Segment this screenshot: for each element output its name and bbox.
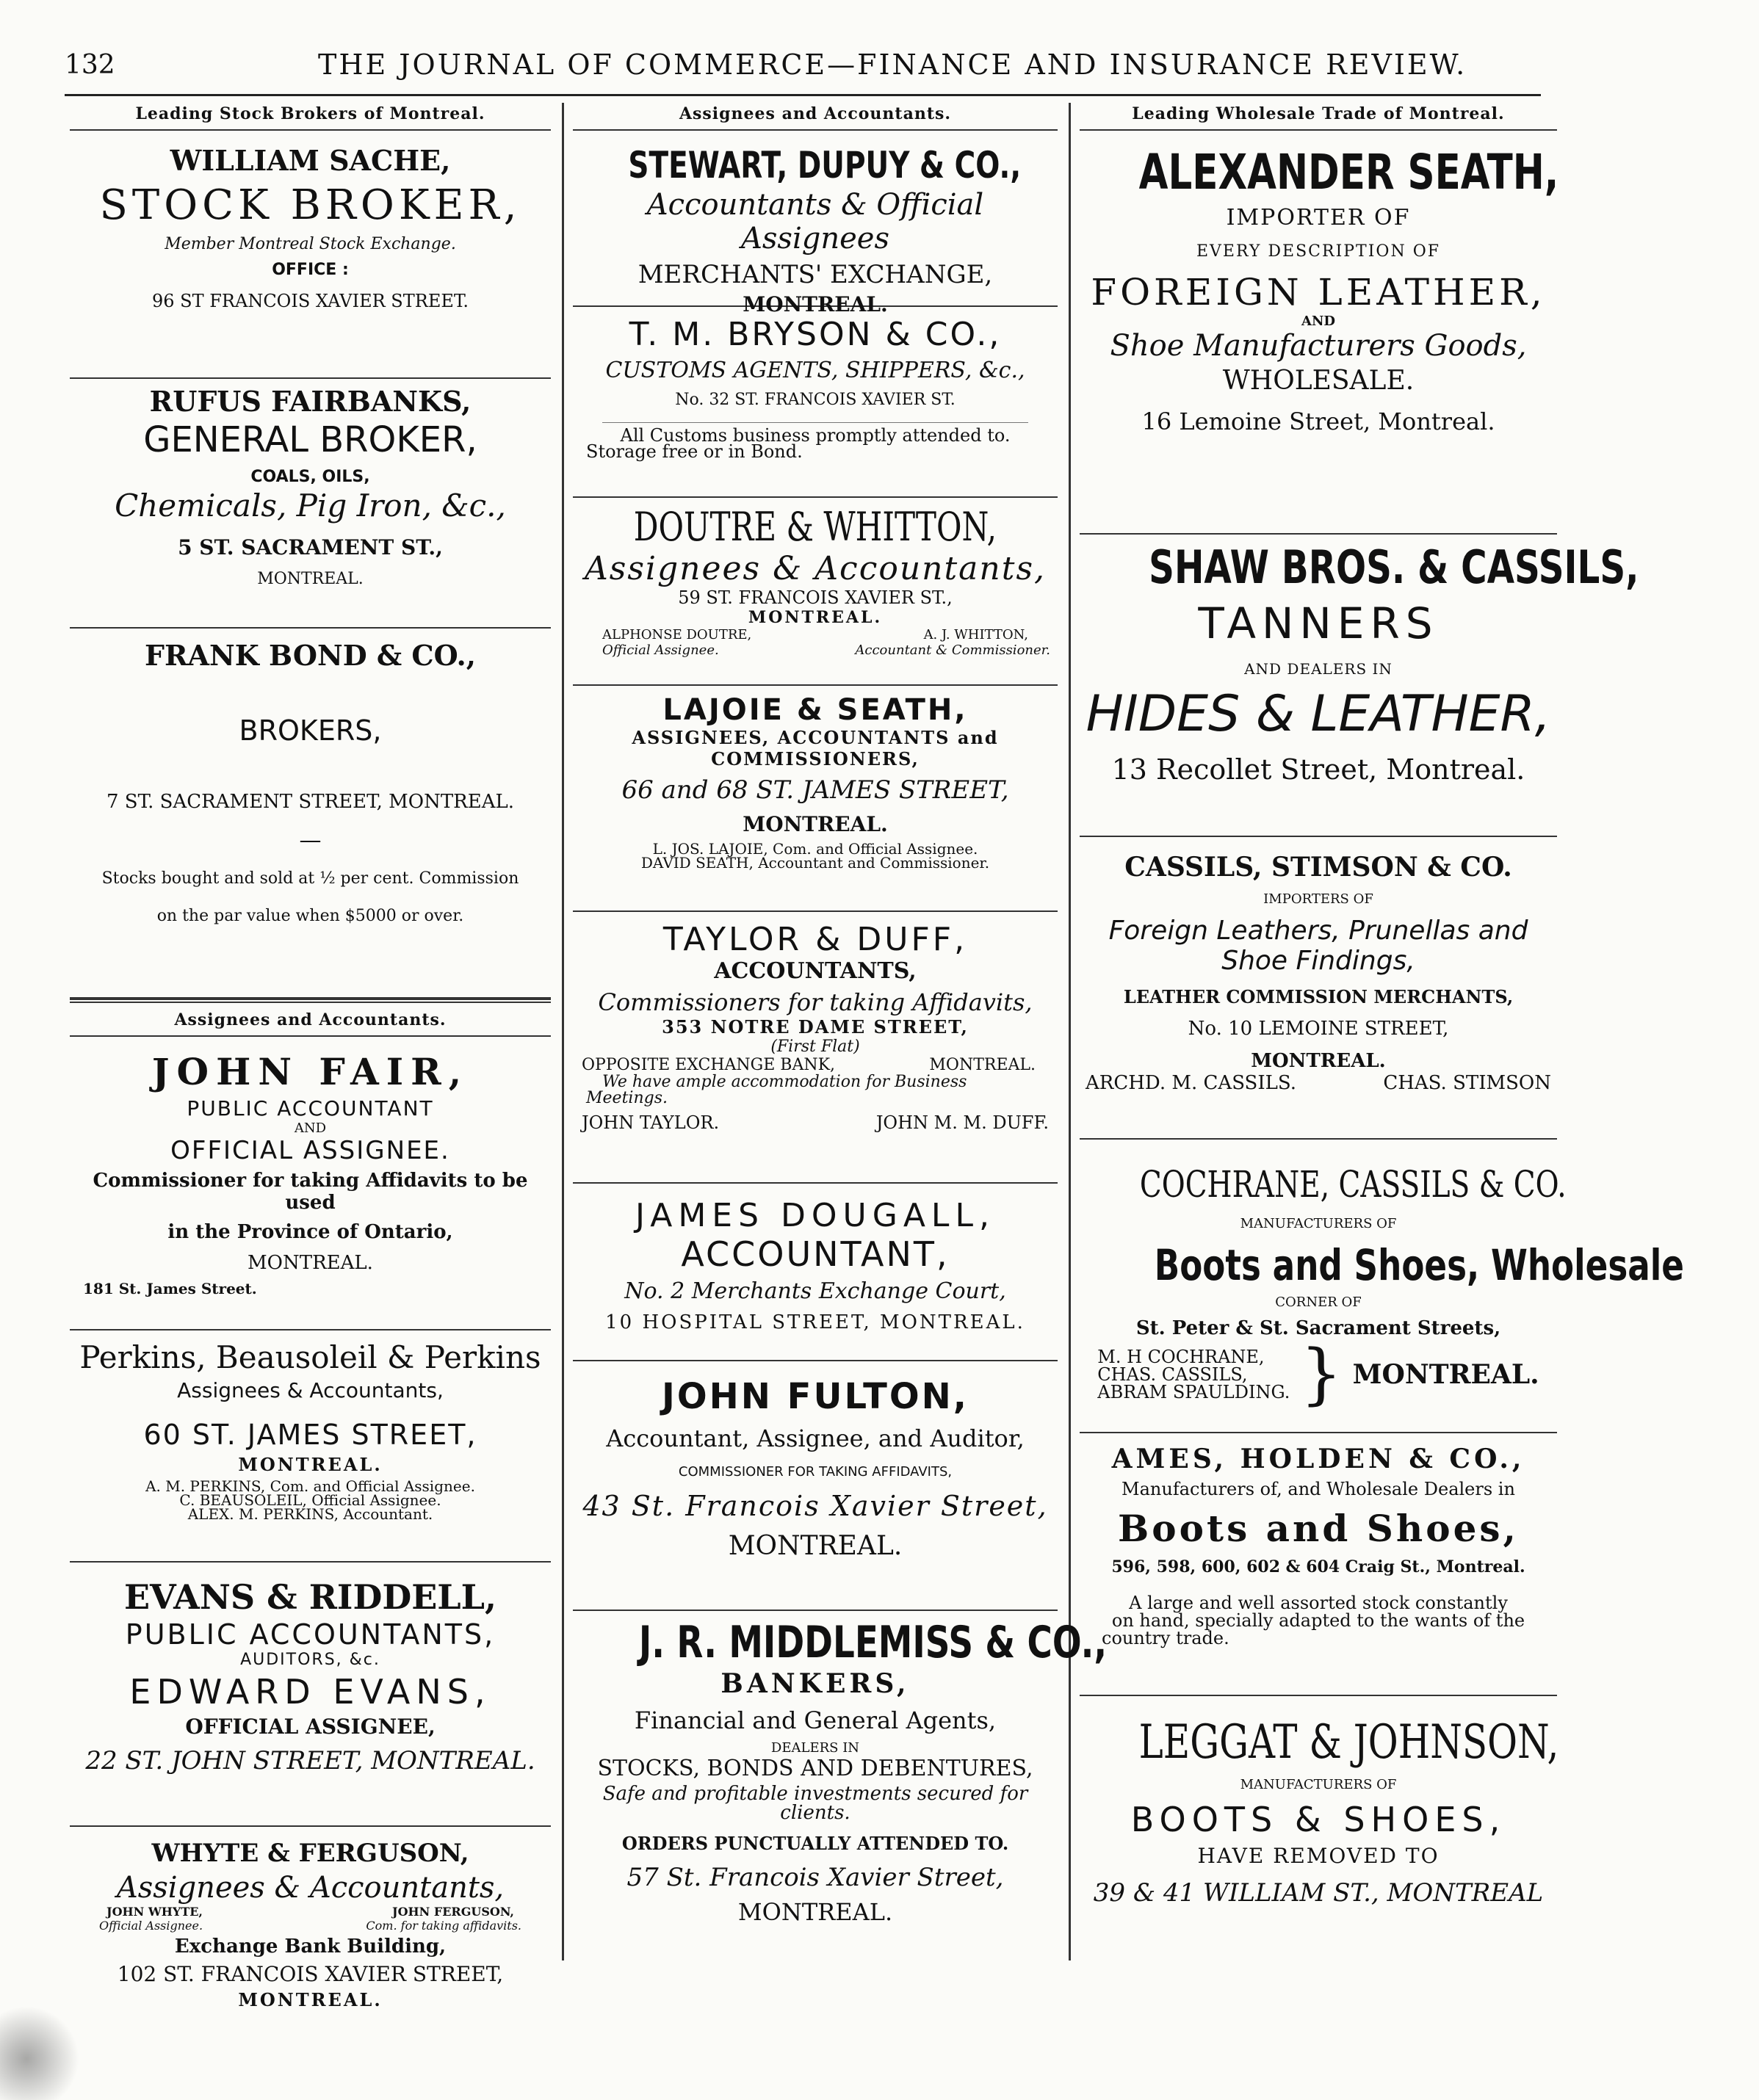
ad-note: Storage free or in Bond. (586, 441, 803, 462)
ad-line: COALS, OILS, (250, 468, 370, 486)
ad-address: 59 ST. FRANCOIS XAVIER ST., (678, 587, 953, 608)
ad-address: No. 32 ST. FRANCOIS XAVIER ST. (675, 391, 956, 409)
column-divider (562, 103, 564, 1960)
ad-role: Assignees & Accountants, (116, 1871, 505, 1905)
person-name: ARCHD. M. CASSILS. (1086, 1072, 1297, 1094)
ad-leggat-johnson (1080, 1696, 1557, 1930)
partners-block (1080, 1336, 1557, 1413)
ad-taylor-duff (573, 912, 1058, 1184)
ad-city: MONTREAL. (743, 812, 888, 836)
ad-role: Accountant, Assignee, and Auditor, (606, 1424, 1025, 1452)
ad-person: EDWARD EVANS, (129, 1672, 491, 1712)
ad-rufus-fairbanks (70, 379, 551, 629)
brace-glyph: } (1300, 1336, 1343, 1413)
ad-note: We have ample accommodation for Business (602, 1073, 967, 1091)
ad-role: TANNERS (1198, 598, 1439, 648)
ad-evans-riddell (70, 1563, 551, 1827)
ad-name: LEGGAT & JOHNSON, (1138, 1715, 1559, 1770)
names-row (1080, 1072, 1557, 1094)
ad-john-fair (70, 1044, 551, 1330)
ad-address: MERCHANTS' EXCHANGE, (637, 260, 993, 289)
ad-name: Perkins, Beausoleil & Perkins (79, 1339, 541, 1375)
ad-city: MONTREAL. (728, 1531, 903, 1561)
person-title: Official Assignee. (99, 1919, 203, 1933)
ad-address: 16 Lemoine Street, Montreal. (1141, 408, 1495, 435)
ad-line: AND DEALERS IN (1244, 660, 1393, 678)
person-name: JOHN FERGUSON, (392, 1905, 514, 1919)
ad-address: 13 Recollet Street, Montreal. (1111, 753, 1525, 786)
ad-name: ALEXANDER SEATH, (1138, 144, 1559, 200)
ad-person: ALEX. M. PERKINS, Accountant. (187, 1505, 433, 1523)
ad-person: DAVID SEATH, Accountant and Commissioner. (640, 854, 990, 872)
opp-row (573, 1056, 1058, 1074)
person-name: JOHN WHYTE, (106, 1905, 203, 1919)
person-name: JOHN TAYLOR. (582, 1112, 720, 1133)
ad-line: Member Montreal Stock Exchange. (165, 235, 456, 253)
column-right (1080, 104, 1684, 1930)
ad-line: EVERY DESCRIPTION OF (1196, 242, 1440, 261)
ad-role: ACCOUNTANT, (681, 1234, 950, 1274)
ad-lajoie-seath (573, 686, 1058, 912)
ad-note: Stocks bought and sold at ½ per cent. Commission (101, 869, 519, 888)
ad-line: Chemicals, Pig Iron, &c., (115, 488, 506, 524)
ad-note: clients. (780, 1802, 850, 1824)
ad-line: OFFICIAL ASSIGNEE. (170, 1136, 450, 1165)
ad-line: Exchange Bank Building, (174, 1936, 447, 1958)
ad-city: MONTREAL. (929, 1056, 1036, 1074)
ad-line: LEATHER COMMISSION MERCHANTS, (1123, 986, 1514, 1007)
ad-address: 66 and 68 ST. JAMES STREET, (621, 775, 1009, 805)
ad-bryson (573, 307, 1058, 498)
page-header (65, 46, 1541, 88)
person-name: A. J. WHITTON, (923, 627, 1028, 642)
ad-name: SHAW BROS. & CASSILS, (1149, 540, 1639, 594)
ad-name: STEWART, DUPUY & CO., (628, 144, 1022, 187)
ad-frank-bond (70, 629, 551, 999)
ad-line: Shoe Manufacturers Goods, (1110, 329, 1527, 363)
ad-name: J. R. MIDDLEMISS & CO., (638, 1617, 1108, 1668)
section-heading: Assignees and Accountants. (70, 999, 551, 1037)
ad-whyte-ferguson (70, 1827, 551, 2060)
person-name: ABRAM SPAULDING. (1097, 1382, 1290, 1402)
ad-line: IMPORTERS OF (1263, 891, 1373, 907)
ad-divider (602, 422, 1028, 423)
ad-address: 10 HOSPITAL STREET, MONTREAL. (605, 1311, 1025, 1333)
ad-line: BOOTS & SHOES, (1130, 1800, 1506, 1839)
ad-address: St. Peter & St. Sacrament Streets, (1135, 1317, 1501, 1339)
person-title: Official Assignee. (602, 642, 719, 658)
ad-note: on hand, specially adapted to the wants of the (1111, 1610, 1525, 1631)
ad-line: Shoe Findings, (1221, 946, 1415, 976)
ad-name: JOHN FULTON, (661, 1376, 969, 1417)
ad-perkins-beausoleil (70, 1330, 551, 1563)
ad-role: ASSIGNEES, ACCOUNTANTS and (632, 727, 999, 748)
ad-cochrane-cassils (1080, 1140, 1684, 1433)
ad-address: 596, 598, 600, 602 & 604 Craig St., Montreal. (1111, 1557, 1525, 1576)
ad-cassils-stimson (1080, 837, 1557, 1140)
ad-name: LAJOIE & SEATH, (662, 693, 968, 727)
ad-name: EVANS & RIDDELL, (124, 1577, 496, 1617)
column-divider (1069, 103, 1071, 1960)
ad-name: AMES, HOLDEN & CO., (1111, 1444, 1525, 1474)
ad-stewart-dupuy (573, 138, 1058, 316)
person-name: ALPHONSE DOUTRE, (602, 627, 752, 642)
ad-name: JAMES DOUGALL, (635, 1197, 995, 1234)
ad-role: Assignees & Accountants, (177, 1378, 444, 1402)
person-name: CHAS. STIMSON (1383, 1072, 1551, 1094)
ad-line: COMMISSIONER FOR TAKING AFFIDAVITS, (678, 1464, 953, 1480)
ad-name: RUFUS FAIRBANKS, (149, 385, 472, 418)
ad-person: A. M. PERKINS, Com. and Official Assignee. (145, 1477, 475, 1495)
ad-address: 60 ST. JAMES STREET, (143, 1419, 477, 1451)
section-heading: Assignees and Accountants. (573, 104, 1058, 131)
ad-person: L. JOS. LAJOIE, Com. and Official Assignee. (652, 840, 978, 858)
ad-note: Safe and profitable investments secured for (602, 1783, 1028, 1805)
ad-city: MONTREAL. (1352, 1359, 1539, 1390)
ad-city: MONTREAL. (248, 1252, 373, 1274)
ad-line: OPPOSITE EXCHANGE BANK, (582, 1056, 836, 1074)
ad-name: T. M. BRYSON & CO., (629, 316, 1002, 353)
ad-line: FOREIGN LEATHER, (1091, 271, 1546, 314)
ad-john-fulton (573, 1361, 1058, 1611)
ad-role: Accountants & Official Assignees (646, 188, 984, 256)
ad-line: Financial and General Agents, (634, 1706, 997, 1734)
ad-name: JOHN FAIR, (151, 1050, 469, 1093)
ad-city: MONTREAL. (737, 1898, 893, 1926)
ad-note: All Customs business promptly attended to. (620, 425, 1011, 446)
page-number: 132 (65, 50, 115, 80)
ad-line: WHOLESALE. (1222, 366, 1415, 396)
ad-ames-holden (1080, 1433, 1557, 1696)
ad-line: HIDES & LEATHER, (1086, 685, 1551, 743)
ad-role: STOCK BROKER, (99, 181, 521, 229)
ad-line: Foreign Leathers, Prunellas and (1108, 916, 1528, 946)
ad-role: BROKERS, (239, 714, 382, 747)
ad-note: country trade. (1102, 1628, 1229, 1648)
ad-address: No. 10 LEMOINE STREET, (1188, 1018, 1449, 1040)
ad-name: WILLIAM SACHE, (170, 144, 451, 177)
column-middle (573, 104, 1108, 1947)
ad-line: AUDITORS, &c. (240, 1651, 380, 1669)
ad-note: Meetings. (586, 1089, 668, 1107)
ad-role: Manufacturers of, and Wholesale Dealers in (1122, 1479, 1515, 1499)
ad-line: OFFICIAL ASSIGNEE, (185, 1715, 436, 1739)
ad-city: MONTREAL. (238, 1454, 383, 1475)
section-heading: Leading Stock Brokers of Montreal. (70, 104, 551, 131)
person-title: Accountant & Commissioner. (855, 642, 1050, 658)
ad-name: CASSILS, STIMSON & CO. (1124, 852, 1512, 883)
ad-line: OFFICE : (272, 261, 349, 279)
ad-line: in the Province of Ontario, (167, 1221, 453, 1243)
ad-line: IMPORTER OF (1226, 205, 1411, 231)
person-name: JOHN M. M. DUFF. (875, 1112, 1049, 1133)
ad-name: FRANK BOND & CO., (145, 639, 476, 672)
ad-role: ACCOUNTANTS, (714, 958, 917, 984)
names-row (70, 1905, 551, 1919)
ad-role: BANKERS, (720, 1668, 910, 1699)
ad-middlemiss (573, 1611, 1108, 1947)
ad-shaw-bros (1080, 535, 1639, 837)
names-row (573, 1112, 1058, 1133)
ad-note: on the par value when $5000 or over. (156, 907, 464, 925)
ad-line: MANUFACTURERS OF (1240, 1777, 1397, 1792)
ad-city: MONTREAL. (748, 608, 883, 627)
ad-line: HAVE REMOVED TO (1197, 1844, 1440, 1868)
person-name: CHAS. CASSILS, (1097, 1364, 1248, 1385)
header-rule (65, 94, 1541, 96)
ad-city: MONTREAL. (257, 570, 364, 588)
ad-william-sache (70, 138, 551, 379)
ad-line: CORNER OF (1275, 1295, 1362, 1310)
ad-person: C. BEAUSOLEIL, Official Assignee. (179, 1491, 441, 1509)
ad-line: Boots and Shoes, Wholesale (1154, 1240, 1684, 1290)
ad-role: Assignees & Accountants, (584, 550, 1047, 587)
ad-name: TAYLOR & DUFF, (662, 921, 968, 958)
ad-dash: — (299, 828, 322, 853)
ad-name: COCHRANE, CASSILS & CO. (1139, 1163, 1567, 1206)
titles-row (70, 1919, 551, 1933)
ad-address: 39 & 41 WILLIAM ST., MONTREAL (1093, 1878, 1544, 1908)
ad-line: AND (1301, 314, 1336, 329)
ad-note: A large and well assorted stock constantly (1129, 1593, 1508, 1613)
ad-line: Boots and Shoes, (1118, 1507, 1519, 1550)
ad-role: COMMISSIONERS, (711, 748, 920, 770)
ad-address: 22 ST. JOHN STREET, MONTREAL. (85, 1746, 535, 1775)
ad-name: DOUTRE & WHITTON, (633, 504, 997, 550)
column-left (70, 104, 551, 2060)
ad-address: 96 ST FRANCOIS XAVIER STREET. (152, 291, 469, 311)
ad-address: 353 NOTRE DAME STREET, (662, 1016, 969, 1038)
ad-name: WHYTE & FERGUSON, (151, 1839, 469, 1868)
journal-title: THE JOURNAL OF COMMERCE—FINANCE AND INSURANCE REVIEW. (318, 48, 1467, 81)
ad-city: MONTREAL. (238, 1989, 383, 2010)
section-heading: Leading Wholesale Trade of Montreal. (1080, 104, 1557, 131)
partner-names (1097, 1348, 1290, 1401)
ad-line: ORDERS PUNCTUALLY ATTENDED TO. (621, 1833, 1009, 1854)
person-title: Com. for taking affidavits. (366, 1919, 521, 1933)
ad-role: PUBLIC ACCOUNTANT (187, 1096, 434, 1120)
ad-address: 57 St. Francois Xavier Street, (626, 1863, 1004, 1892)
ad-doutre-whitton (573, 498, 1058, 686)
ad-address: 102 ST. FRANCOIS XAVIER STREET, (117, 1962, 504, 1986)
titles-row (573, 642, 1058, 658)
ad-role: GENERAL BROKER, (143, 419, 477, 460)
ad-city: MONTREAL. (1251, 1050, 1386, 1072)
ad-line: STOCKS, BONDS AND DEBENTURES, (597, 1756, 1033, 1781)
ad-address: 5 ST. SACRAMENT ST., (178, 535, 443, 560)
ad-role: PUBLIC ACCOUNTANTS, (125, 1618, 496, 1651)
ad-line: AND (294, 1120, 327, 1136)
ad-james-dougall (573, 1184, 1058, 1361)
ad-alexander-seath (1080, 138, 1557, 535)
ad-address: 43 St. Francois Xavier Street, (582, 1490, 1048, 1522)
ad-line: MANUFACTURERS OF (1240, 1216, 1397, 1231)
ad-line: Commissioners for taking Affidavits, (598, 988, 1033, 1016)
person-name: M. H COCHRANE, (1097, 1347, 1265, 1367)
names-row (573, 627, 1058, 642)
ad-role: CUSTOMS AGENTS, SHIPPERS, &c., (605, 358, 1025, 383)
ad-address: 7 ST. SACRAMENT STREET, MONTREAL. (106, 791, 515, 813)
ad-city: MONTREAL. (743, 292, 888, 316)
ad-line: Commissioner for taking Affidavits to be used (93, 1170, 528, 1214)
ad-line: DEALERS IN (770, 1740, 860, 1756)
page-stain (0, 1997, 88, 2100)
ad-address: 181 St. James Street. (83, 1280, 257, 1297)
ad-line: (First Flat) (770, 1038, 860, 1056)
ad-address: No. 2 Merchants Exchange Court, (624, 1278, 1006, 1304)
